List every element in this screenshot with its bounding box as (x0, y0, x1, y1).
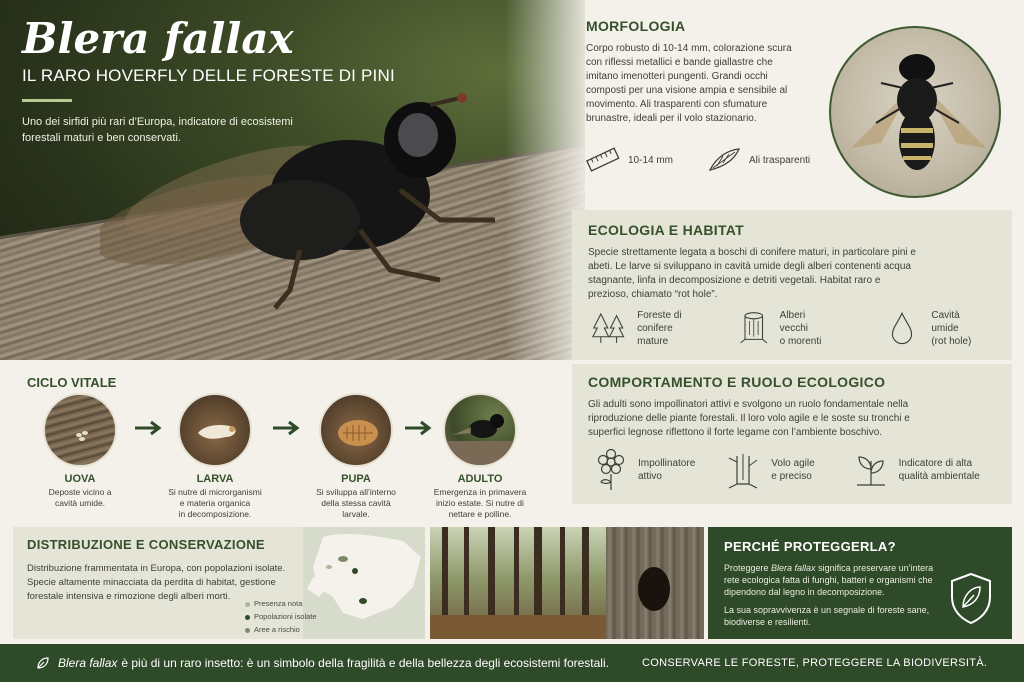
water-drop-icon (889, 308, 915, 348)
leaf-icon (36, 656, 50, 670)
stage-uova: UOVA Deposte vicino a cavità umide. (20, 393, 140, 509)
conifer-icon (592, 308, 627, 348)
perche-title: PERCHÉ PROTEGGERLA? (724, 539, 896, 554)
hero-section (0, 0, 585, 360)
morfologia-icons (586, 146, 844, 174)
wing-icon (707, 146, 741, 174)
footer-slogan: CONSERVARE LE FORESTE, PROTEGGERE LA BIODIVERSITÀ. (642, 657, 988, 669)
footer-bar (0, 644, 1024, 682)
morfologia-text: Corpo robusto di 10-14 mm, colorazione scura con riflessi metallici e bande giallastre che imitano imenotteri pungenti. Grandi occhi composti per una visione ampia e sensibile al movimento. Ali trasparenti con sfumature brunastre, ideali per il volo stazionario. (586, 43, 792, 124)
perche-text-2: La sua sopravvivenza è un segnale di foreste sane, biodiverse e resilienti. (724, 605, 930, 627)
ruler-icon (586, 146, 620, 174)
pupa-photo (319, 393, 393, 467)
ecologia-title: ECOLOGIA E HABITAT (588, 222, 745, 238)
shield-leaf-icon (948, 571, 994, 625)
morfologia-section (572, 18, 822, 126)
stage-larva: LARVA Si nutre di microrganismi e materia organica in decomposizione. (155, 393, 275, 520)
conifer-item: Foreste di conifere mature (592, 308, 698, 348)
comportamento-icons (594, 448, 1010, 492)
hero-description: Uno dei sirfidi più rari d’Europa, indicatore di ecosistemi forestali maturi e ben conservati. (22, 116, 293, 144)
flight-item: Volo agile e preciso (725, 450, 814, 490)
forest-photo (430, 527, 606, 639)
morfologia-title: MORFOLOGIA (586, 18, 686, 34)
map-legend: Presenza nota Popolazioni isolate Aree a rischio (245, 597, 317, 636)
stage-name: UOVA (64, 473, 96, 485)
ciclo-vitale-title: CICLO VITALE (27, 375, 117, 390)
stage-name: LARVA (196, 473, 234, 485)
stage-name: PUPA (341, 473, 371, 485)
perche-text: Proteggere Blera fallax significa preservare un’intera rete ecologica fatta di funghi, batteri e organismi che dipendono dal legno in decomposizione. (724, 563, 934, 597)
tree-stump-icon (738, 308, 770, 348)
ecologia-text: Specie strettamente legata a boschi di conifere maturi, in particolare pini e abeti. Le larve si sviluppano in cavità umide degli alberi contenenti acqua stagnante, linfa in decomposizione e detriti vegetali. Habitat raro e prezioso, chiamato “rot hole”. (588, 247, 916, 300)
wings-label: Ali trasparenti (749, 154, 811, 166)
comportamento-panel (572, 364, 1012, 504)
ecologia-panel (572, 210, 1012, 360)
pollinator-item: Impollinatore attivo (594, 448, 695, 492)
indicator-item: Indicatore di alta qualità ambientale (853, 451, 980, 489)
comportamento-title: COMPORTAMENTO E RUOLO ECOLOGICO (588, 374, 886, 390)
hoverfly-detail-photo (829, 26, 1001, 198)
size-label: 10-14 mm (628, 154, 674, 166)
stage-name: ADULTO (457, 473, 503, 485)
tree-cavity-photo (606, 527, 704, 639)
perche-panel (708, 527, 1012, 639)
europe-map (303, 527, 425, 639)
ecologia-icons (592, 308, 1012, 348)
stage-adulto: ADULTO Emergenza in primavera inizio estate. Si nutre di nettare e polline. (420, 393, 540, 520)
comportamento-text: Gli adulti sono impollinatori attivi e svolgono un ruolo fondamentale nella riproduzione delle piante forestali. Il loro volo agile e le soste su tronchi e superfici legnose riflettono il forte legame con l’ambiente boschivo. (588, 399, 910, 438)
distribuzione-panel (13, 527, 425, 639)
plant-icon (853, 451, 889, 489)
footer-message: Blera fallax è più di un raro insetto: è un simbolo della fragilità e della bellezza degli ecosistemi forestali. (36, 656, 609, 670)
cavity-item: Cavità umide (rot hole) (889, 308, 982, 348)
flower-icon (594, 448, 628, 492)
stage-pupa: PUPA Si sviluppa all’interno della stessa cavità larvale. (296, 393, 416, 520)
flight-icon (725, 450, 761, 490)
distribuzione-title: DISTRIBUZIONE E CONSERVAZIONE (27, 537, 265, 552)
page-title: Blera fallax (22, 14, 294, 63)
adult-photo (443, 393, 517, 467)
larva-photo (178, 393, 252, 467)
page-subtitle: IL RARO HOVERFLY DELLE FORESTE DI PINI (22, 66, 395, 85)
tree-stump-item: Alberi vecchi o morenti (738, 308, 829, 348)
eggs-photo (43, 393, 117, 467)
distribuzione-text: Distribuzione frammentata in Europa, con popolazioni isolate. Specie altamente minacciata da perdita di habitat, gestione forestale intensiva e rimozione degli alberi morti. (27, 563, 286, 602)
title-divider (22, 99, 72, 102)
